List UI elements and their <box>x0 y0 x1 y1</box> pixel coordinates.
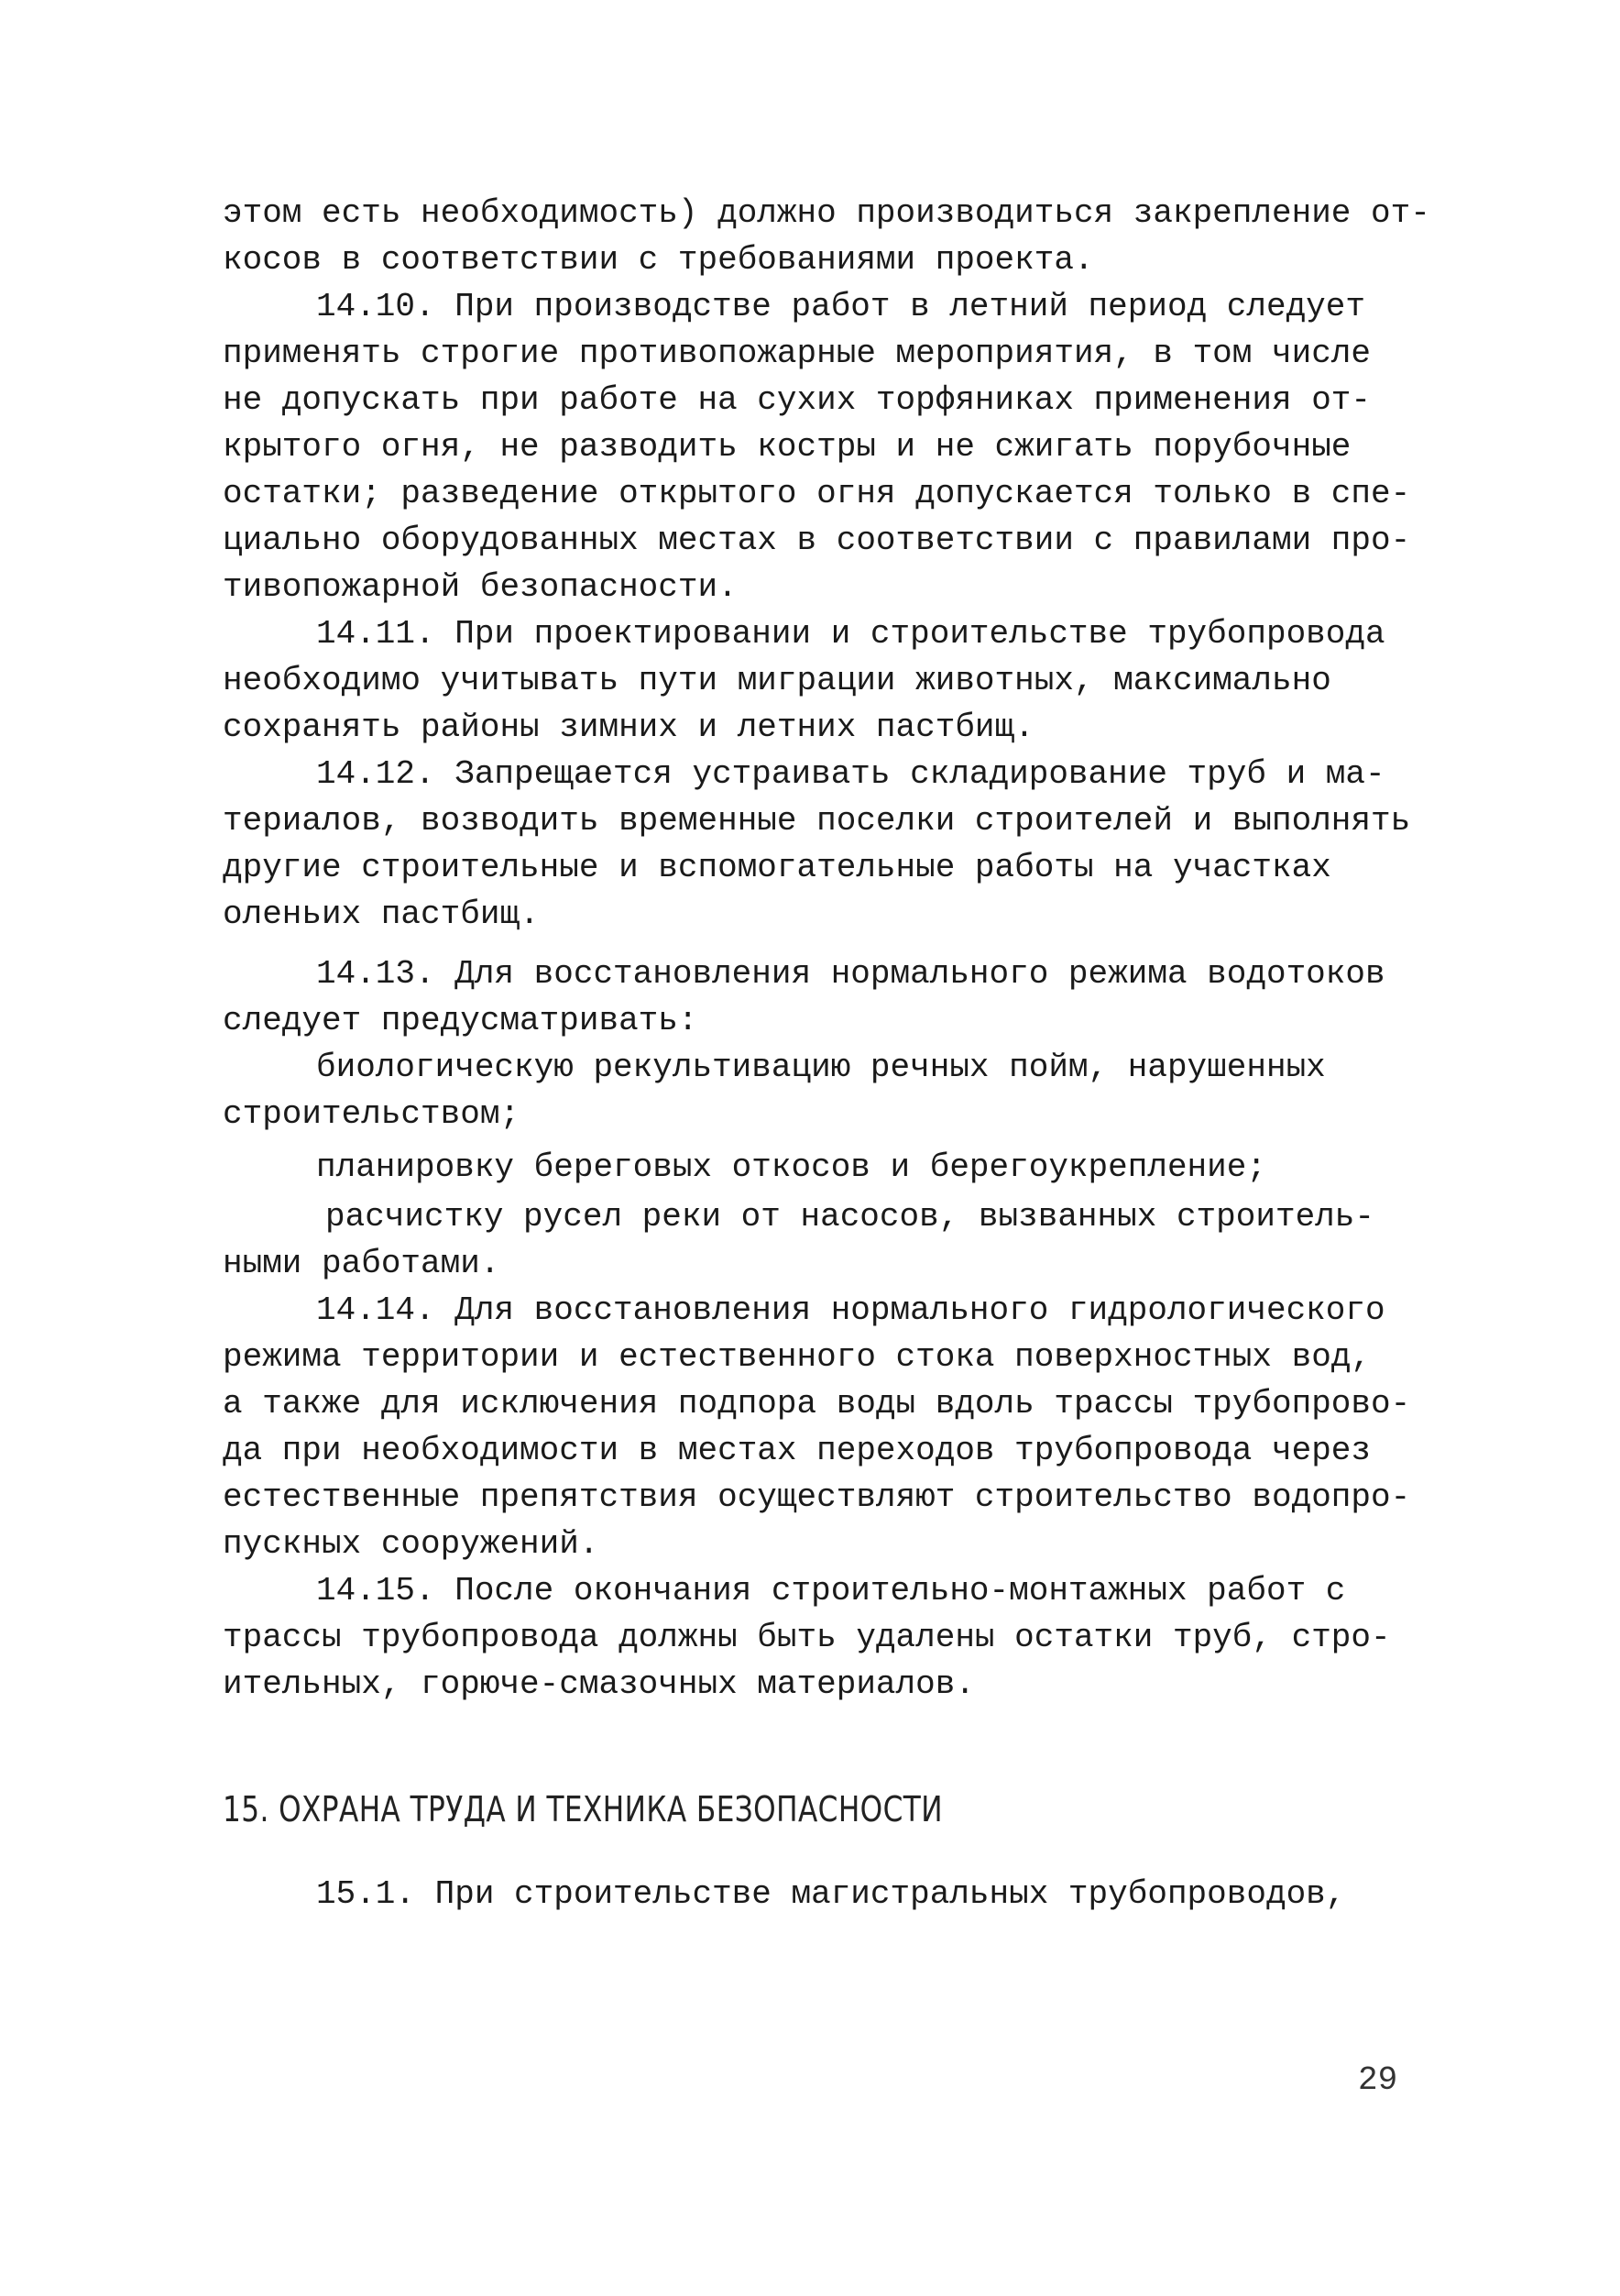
text-line: ными работами. <box>223 1245 500 1282</box>
text-line: режима территории и естественного стока поверхностных вод, <box>223 1338 1372 1376</box>
page-number: 29 <box>1358 2061 1398 2099</box>
text-line: другие строительные и вспомогательные работы на участках <box>223 849 1331 886</box>
text-line: териалов, возводить временные поселки строителей и выполнять <box>223 802 1411 840</box>
text-line: этом есть необходимость) должно производиться закрепление от- <box>223 194 1430 232</box>
text-line: тивопожарной безопасности. <box>223 568 738 606</box>
text-line: 14.10. При производстве работ в летний период следует <box>316 288 1365 325</box>
text-line: расчистку русел реки от насосов, вызванных строитель- <box>325 1198 1374 1236</box>
text-line: оленьих пастбищ. <box>223 895 540 933</box>
text-line: 14.13. Для восстановления нормального режима водотоков <box>316 955 1385 993</box>
text-line: биологическую рекультивацию речных пойм, нарушенных <box>316 1049 1326 1086</box>
text-line: строительством; <box>223 1095 520 1133</box>
section-heading: 15. ОХРАНА ТРУДА И ТЕХНИКА БЕЗОПАСНОСТИ <box>223 1789 943 1829</box>
text-line: 15.1. При строительстве магистральных трубопроводов, <box>316 1875 1346 1913</box>
text-line: применять строгие противопожарные мероприятия, в том числе <box>223 335 1372 372</box>
text-line: трассы трубопровода должны быть удалены остатки труб, стро- <box>223 1619 1391 1656</box>
text-line: крытого огня, не разводить костры и не сжигать порубочные <box>223 428 1352 466</box>
text-line: пускных сооружений. <box>223 1525 599 1563</box>
text-line: ительных, горюче-смазочных материалов. <box>223 1665 975 1703</box>
text-line: 14.14. Для восстановления нормального гидрологического <box>316 1291 1385 1329</box>
text-line: циально оборудованных местах в соответствии с правилами про- <box>223 522 1411 559</box>
text-line: 14.15. После окончания строительно-монтажных работ с <box>316 1572 1346 1609</box>
text-line: 14.12. Запрещается устраивать складирование труб и ма- <box>316 755 1385 793</box>
text-line: а также для исключения подпора воды вдоль трассы трубопрово- <box>223 1385 1411 1423</box>
text-line: не допускать при работе на сухих торфяниках применения от- <box>223 381 1372 419</box>
text-line: планировку береговых откосов и берегоукрепление; <box>316 1148 1266 1186</box>
text-line: остатки; разведение открытого огня допускается только в спе- <box>223 475 1411 512</box>
text-line: да при необходимости в местах переходов трубопровода через <box>223 1432 1372 1469</box>
text-line: следует предусматривать: <box>223 1002 698 1039</box>
text-line: косов в соответствии с требованиями проекта. <box>223 241 1094 279</box>
text-line: 14.11. При проектировании и строительстве трубопровода <box>316 615 1385 653</box>
text-line: сохранять районы зимних и летних пастбищ. <box>223 709 1034 746</box>
text-line: естественные препятствия осуществляют строительство водопро- <box>223 1478 1411 1516</box>
text-line: необходимо учитывать пути миграции животных, максимально <box>223 662 1331 699</box>
